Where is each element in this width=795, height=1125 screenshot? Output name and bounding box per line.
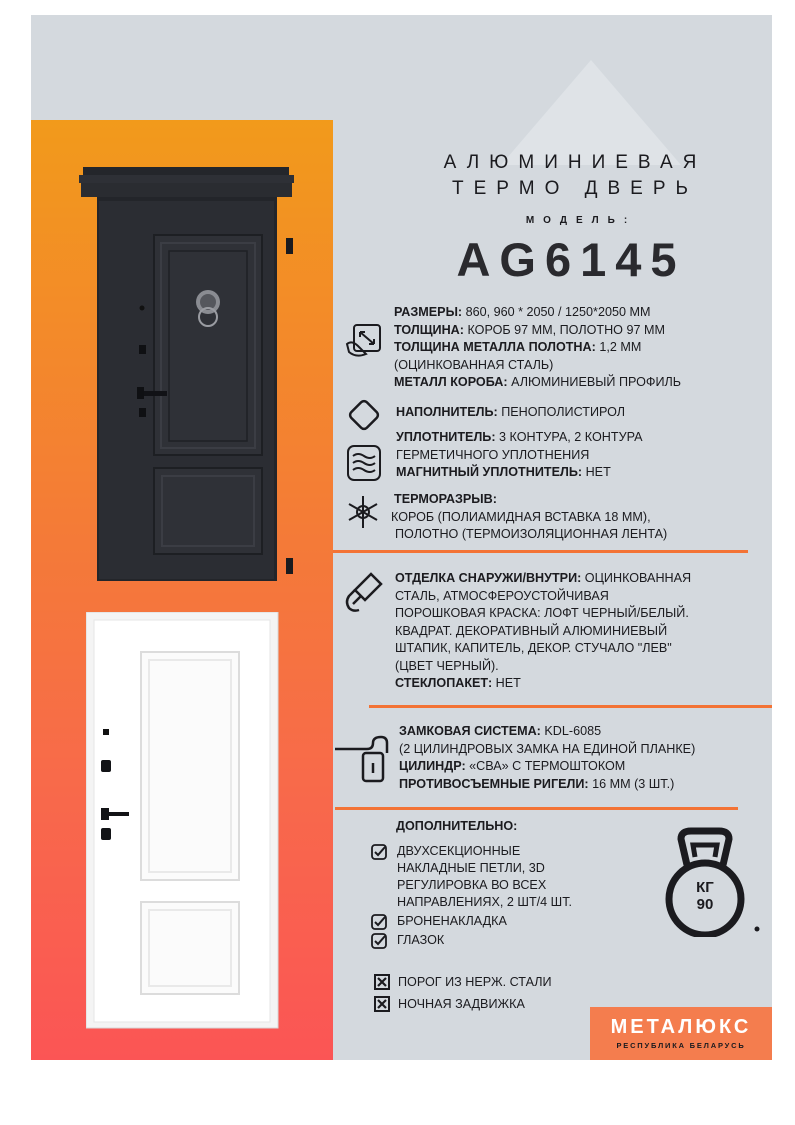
thermo-block (391, 491, 772, 544)
checkbox-checked-icon (371, 914, 387, 930)
brand-subtitle: РЕСПУБЛИКА БЕЛАРУСЬ (616, 1041, 746, 1050)
threshold-label: ПОРОГ ИЗ НЕРЖ. СТАЛИ (398, 975, 552, 989)
brand-logo (590, 1007, 772, 1060)
thickness-value: КОРОБ 97 ММ, ПОЛОТНО 97 ММ (463, 322, 665, 337)
metal-label: ТОЛЩИНА МЕТАЛЛА ПОЛОТНА: (394, 340, 596, 354)
thermo-label: ТЕРМОРАЗРЫВ: (394, 492, 497, 506)
glass-label: СТЕКЛОПАКЕТ: (395, 676, 493, 690)
frame-value: АЛЮМИНИЕВЫЙ ПРОФИЛЬ (507, 375, 682, 389)
diamond-icon (344, 395, 384, 435)
checkbox-checked-icon (371, 844, 387, 860)
finish-block (395, 570, 772, 693)
sizes-block (394, 304, 772, 392)
checkbox-crossed-icon (374, 996, 390, 1012)
model-name: AG6145 (456, 233, 686, 286)
checkbox-checked-icon (371, 933, 387, 949)
checkbox-crossed-icon (374, 974, 390, 990)
paint-brush-icon (343, 570, 385, 618)
extras-label (396, 818, 517, 836)
background-peak (501, 60, 681, 165)
hinges-line4: НАПРАВЛЕНИЯХ, 2 ШТ/4 ШТ. (397, 895, 573, 909)
extra-item-hinges (371, 843, 631, 911)
metal-value: 1,2 ММ (595, 340, 642, 354)
night-latch-label: НОЧНАЯ ЗАДВИЖКА (398, 997, 525, 1011)
finish-line4: КВАДРАТ. ДЕКОРАТИВНЫЙ АЛЮМИНИЕВЫЙ (395, 623, 668, 638)
seal-block (396, 429, 772, 482)
lock-value: KDL-6085 (540, 724, 602, 738)
lock-note: (2 ЦИЛИНДРОВЫХ ЗАМКА НА ЕДИНОЙ ПЛАНКЕ) (399, 741, 696, 756)
extra-item-peephole (371, 932, 631, 949)
divider-3 (335, 807, 738, 810)
hinges-line1: ДВУХСЕКЦИОННЫЕ (397, 844, 521, 858)
model-label: МОДЕЛЬ: (525, 215, 637, 226)
magnet-value: НЕТ (582, 465, 611, 479)
extra-item-threshold (374, 974, 634, 991)
seal-label: УПЛОТНИТЕЛЬ: (396, 430, 496, 444)
inner-door-image (86, 612, 281, 1032)
title-line2: ТЕРМО ДВЕРЬ (452, 178, 698, 199)
weight-unit: КГ (696, 879, 714, 896)
lock-label: ЗАМКОВАЯ СИСТЕМА: (399, 724, 541, 738)
brand-name: МЕТАЛЮКС (610, 1016, 752, 1038)
magnet-label: МАГНИТНЫЙ УПЛОТНИТЕЛЬ: (396, 465, 583, 479)
weight-value: 90 (696, 896, 714, 913)
finish-line6: (ЦВЕТ ЧЕРНЫЙ). (395, 658, 499, 673)
divider-1 (333, 550, 748, 553)
thermo-line2: ПОЛОТНО (ТЕРМОИЗОЛЯЦИОННАЯ ЛЕНТА) (395, 527, 668, 541)
glass-value: НЕТ (492, 676, 521, 690)
thermo-line1: КОРОБ (ПОЛИАМИДНАЯ ВСТАВКА 18 ММ), (391, 509, 651, 524)
finish-value: ОЦИНКОВАННАЯ (581, 571, 692, 585)
measure-hand-icon (344, 322, 384, 360)
cylinder-label: ЦИЛИНДР: (399, 759, 466, 773)
extra-item-armor (371, 913, 631, 930)
armor-label: БРОНЕНАКЛАДКА (397, 914, 507, 928)
lock-block (399, 723, 772, 793)
seal-waves-icon (345, 443, 383, 483)
filler-value: ПЕНОПОЛИСТИРОЛ (497, 405, 626, 419)
weight-label (681, 879, 729, 913)
finish-line2: СТАЛЬ, АТМОСФЕРОУСТОЙЧИВАЯ (395, 588, 609, 603)
divider-2 (369, 705, 772, 708)
filler-row (396, 404, 766, 422)
extras-label-text: ДОПОЛНИТЕЛЬНО: (396, 819, 518, 833)
seal-note: ГЕРМЕТИЧНОГО УПЛОТНЕНИЯ (396, 447, 590, 462)
snowflake-icon (345, 493, 381, 531)
product-sheet (31, 15, 772, 1060)
cylinder-value: «СВА» С ТЕРМОШТОКОМ (465, 759, 626, 773)
finish-line5: ШТАПИК, КАПИТЕЛЬ, ДЕКОР. СТУЧАЛО "ЛЕВ" (395, 641, 672, 655)
filler-label: НАПОЛНИТЕЛЬ: (396, 405, 498, 419)
seal-value: 3 КОНТУРА, 2 КОНТУРА (495, 430, 643, 444)
frame-label: МЕТАЛЛ КОРОБА: (394, 375, 508, 389)
pins-value: 16 ММ (3 ШТ.) (588, 776, 675, 791)
sizes-label: РАЗМЕРЫ: (394, 305, 463, 319)
pins-label: ПРОТИВОСЪЕМНЫЕ РИГЕЛИ: (399, 776, 589, 791)
outer-door-image (79, 165, 294, 585)
metal-note: (ОЦИНКОВАННАЯ СТАЛЬ) (394, 357, 554, 372)
hinges-line2: НАКЛАДНЫЕ ПЕТЛИ, 3D (397, 861, 545, 875)
finish-label: ОТДЕЛКА СНАРУЖИ/ВНУТРИ: (395, 571, 582, 585)
hinges-line3: РЕГУЛИРОВКА ВО ВСЕХ (397, 878, 547, 892)
door-handle-icon (333, 733, 391, 785)
thickness-label: ТОЛЩИНА: (394, 322, 464, 337)
title-line1: АЛЮМИНИЕВАЯ (443, 152, 707, 173)
finish-line3: ПОРОШКОВАЯ КРАСКА: ЛОФТ ЧЕРНЫЙ/БЕЛЫЙ. (395, 606, 689, 620)
peephole-label: ГЛАЗОК (397, 933, 445, 947)
sizes-value: 860, 960 * 2050 / 1250*2050 ММ (462, 305, 651, 319)
